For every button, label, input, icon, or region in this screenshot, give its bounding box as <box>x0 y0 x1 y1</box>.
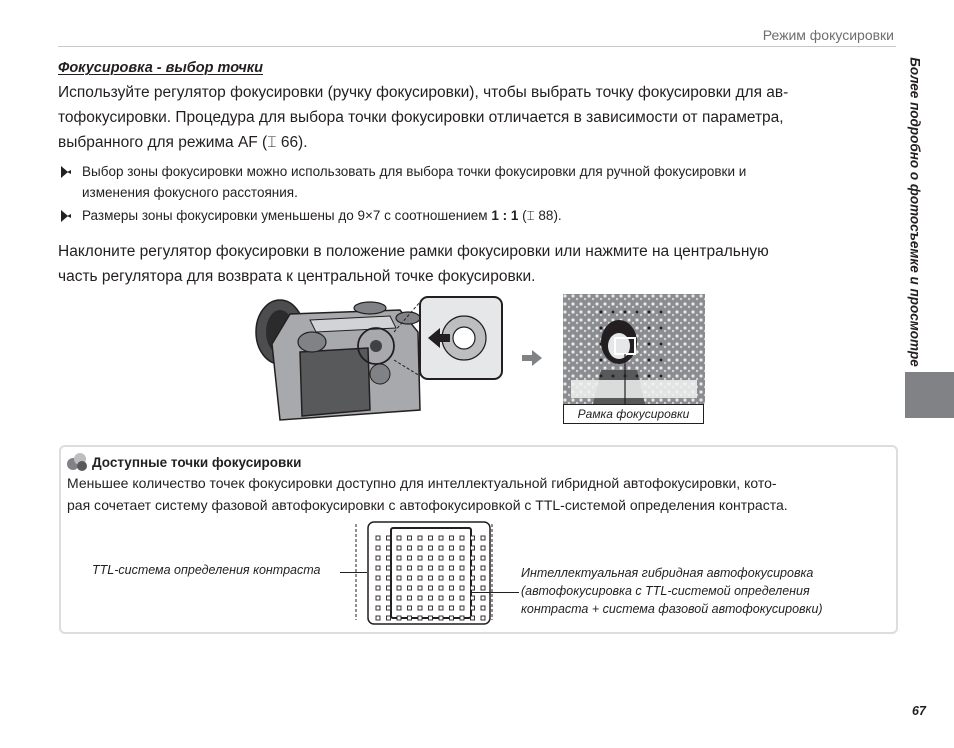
focus-point <box>450 596 454 600</box>
instruction-line: часть регулятора для возврата к центральной точке фокусировки. <box>58 268 536 285</box>
focus-frame-label: Рамка фокусировки <box>563 404 704 424</box>
focus-point <box>376 606 380 610</box>
focus-point <box>471 616 475 620</box>
focus-point <box>408 546 412 550</box>
focus-point <box>408 576 412 580</box>
focus-point <box>376 616 380 620</box>
focus-point <box>387 586 391 590</box>
focus-point <box>439 566 443 570</box>
note-item <box>58 205 562 226</box>
header-title: Режим фокусировки <box>762 27 894 43</box>
focus-point <box>418 536 422 540</box>
focus-point <box>418 576 422 580</box>
focus-point <box>397 566 401 570</box>
focus-point <box>387 556 391 560</box>
arrow-right-icon <box>522 350 544 366</box>
note-line: Выбор зоны фокусировки можно использовать для выбора точки фокусировки для ручной фокусировки и <box>82 164 747 179</box>
focus-point <box>481 596 485 600</box>
focus-point <box>418 616 422 620</box>
focus-point <box>408 586 412 590</box>
memo-text <box>67 472 788 516</box>
focus-point <box>481 536 485 540</box>
focus-point <box>439 556 443 560</box>
camera-illustration <box>250 292 506 427</box>
focus-point <box>460 536 464 540</box>
focus-point <box>376 566 380 570</box>
focus-point <box>450 576 454 580</box>
focus-point <box>439 616 443 620</box>
focus-point <box>429 556 433 560</box>
focus-point <box>408 606 412 610</box>
focus-point <box>460 576 464 580</box>
side-tab-text: Более подробно о фотосъемке и просмотре <box>907 57 923 367</box>
focus-point <box>450 556 454 560</box>
focus-point <box>481 586 485 590</box>
side-tab-marker <box>905 372 954 418</box>
pencil-icon <box>58 161 74 182</box>
focus-point <box>387 576 391 580</box>
note-item <box>58 161 746 203</box>
focus-point <box>408 596 412 600</box>
focus-point <box>439 596 443 600</box>
focus-point <box>481 576 485 580</box>
note-line <box>58 205 562 226</box>
focus-point <box>418 596 422 600</box>
focus-point <box>481 556 485 560</box>
focus-point <box>460 616 464 620</box>
focus-point <box>376 576 380 580</box>
focus-point <box>481 616 485 620</box>
focus-point <box>460 606 464 610</box>
focus-point <box>397 616 401 620</box>
focus-point <box>450 616 454 620</box>
focus-point <box>376 586 380 590</box>
focus-point <box>376 596 380 600</box>
focus-point <box>418 546 422 550</box>
focus-point <box>471 606 475 610</box>
intro-line: Используйте регулятор фокусировки (ручку фокусировки), чтобы выбрать точку фокусировки для ав- <box>58 84 789 101</box>
focus-point <box>408 536 412 540</box>
focus-point <box>481 546 485 550</box>
header-rule <box>58 46 896 47</box>
intro-paragraph <box>58 80 896 155</box>
note-bold: 1 : 1 <box>491 208 519 223</box>
hybrid-label-line: контраста + система фазовой автофокусировки) <box>521 602 823 616</box>
focus-point <box>387 616 391 620</box>
focus-point <box>397 606 401 610</box>
memo-line: рая сочетает систему фазовой автофокусировки с автофокусировкой с TTL-системой определения контраста. <box>67 497 788 513</box>
focus-point <box>471 576 475 580</box>
ttl-contrast-label: TTL-система определения контраста <box>92 563 321 577</box>
instruction-line: Наклоните регулятор фокусировки в положение рамки фокусировки или нажмите на центральную <box>58 243 769 260</box>
instruction-paragraph <box>58 239 769 289</box>
memo-line: Меньшее количество точек фокусировки доступно для интеллектуальной гибридной автофокусировки, кото- <box>67 475 777 491</box>
focus-point <box>471 546 475 550</box>
focus-point <box>450 536 454 540</box>
focus-point <box>439 586 443 590</box>
pencil-icon <box>58 205 74 226</box>
focus-point <box>397 586 401 590</box>
hybrid-label-line: Интеллектуальная гибридная автофокусировка <box>521 566 814 580</box>
note-prefix: Размеры зоны фокусировки уменьшены до 9×7 с соотношением <box>82 208 492 223</box>
focus-point <box>481 566 485 570</box>
focus-point <box>397 556 401 560</box>
focus-point <box>429 616 433 620</box>
focus-point <box>429 566 433 570</box>
focus-points-diagram <box>340 520 516 626</box>
focus-point <box>471 596 475 600</box>
focus-point <box>387 566 391 570</box>
focus-point <box>408 566 412 570</box>
focus-point <box>471 556 475 560</box>
focus-point <box>460 566 464 570</box>
intro-line: выбранного для режима AF (⌶ 66). <box>58 134 308 151</box>
focus-point <box>418 566 422 570</box>
focus-point <box>387 606 391 610</box>
focus-point <box>387 596 391 600</box>
hybrid-leader-line <box>471 592 519 593</box>
focus-point <box>408 556 412 560</box>
focus-point <box>418 606 422 610</box>
focus-point <box>429 536 433 540</box>
focus-point <box>460 596 464 600</box>
focus-point <box>471 536 475 540</box>
focus-point <box>397 596 401 600</box>
focus-point <box>439 576 443 580</box>
focus-point <box>450 566 454 570</box>
focus-point <box>439 546 443 550</box>
focus-point <box>376 556 380 560</box>
focus-point <box>429 596 433 600</box>
focus-point <box>471 586 475 590</box>
hybrid-af-label <box>521 564 823 618</box>
focus-point <box>439 536 443 540</box>
focus-point <box>387 536 391 540</box>
page-number: 67 <box>912 704 926 718</box>
focus-point <box>418 586 422 590</box>
focus-point <box>460 556 464 560</box>
focus-point <box>450 606 454 610</box>
focus-point <box>397 576 401 580</box>
ttl-leader-line <box>340 572 367 573</box>
focus-point <box>460 546 464 550</box>
focus-point <box>429 586 433 590</box>
focus-point <box>418 556 422 560</box>
memo-icon <box>65 452 89 472</box>
focus-point <box>376 546 380 550</box>
side-tab-label <box>905 57 925 367</box>
hybrid-label-line: (автофокусировка с TTL-системой определения <box>521 584 810 598</box>
focus-point <box>429 576 433 580</box>
focus-point <box>450 586 454 590</box>
focus-point <box>408 616 412 620</box>
focus-point <box>429 606 433 610</box>
memo-title: Доступные точки фокусировки <box>92 455 302 470</box>
intro-line: тофокусировки. Процедура для выбора точки фокусировки отличается в зависимости от параметра, <box>58 109 784 126</box>
focus-point <box>471 566 475 570</box>
focus-point <box>376 536 380 540</box>
focus-point <box>429 546 433 550</box>
focus-point <box>397 536 401 540</box>
section-heading: Фокусировка - выбор точки <box>58 60 263 76</box>
viewfinder-photo <box>563 294 705 404</box>
focus-point <box>481 606 485 610</box>
note-suffix: (⌶ 88). <box>518 208 562 223</box>
focus-point <box>450 546 454 550</box>
note-line: изменения фокусного расстояния. <box>82 185 298 200</box>
focus-point <box>397 546 401 550</box>
focus-point <box>439 606 443 610</box>
focus-point <box>387 546 391 550</box>
focus-point <box>460 586 464 590</box>
